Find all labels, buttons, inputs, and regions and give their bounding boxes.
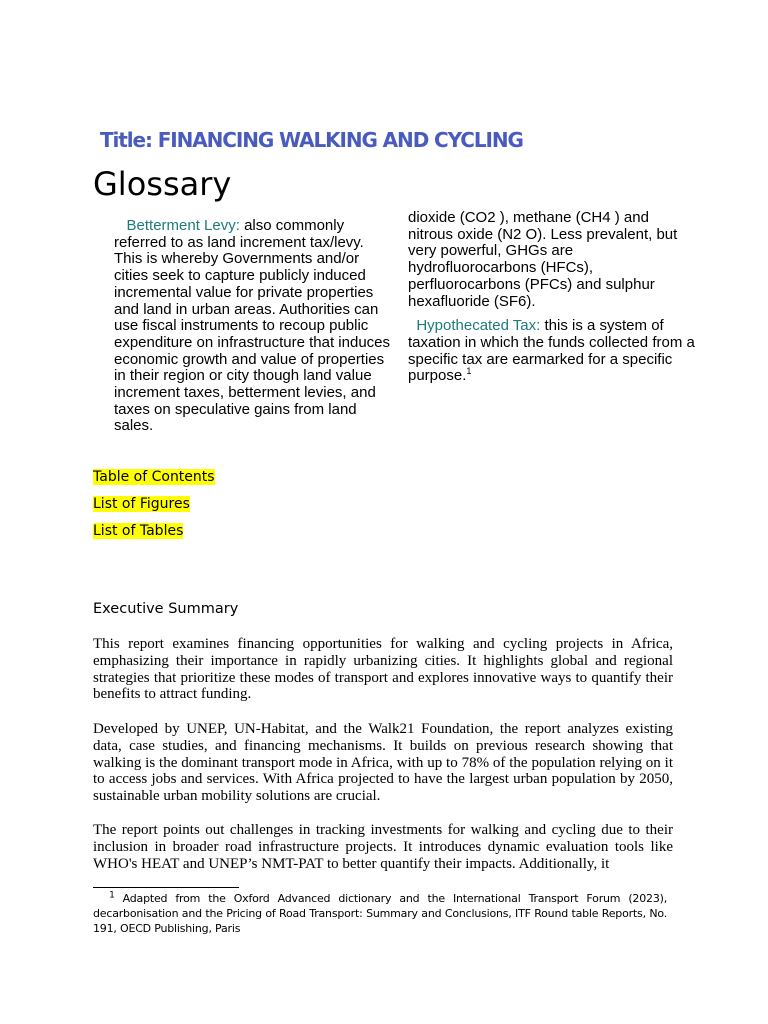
footnote-reference[interactable]: 1	[466, 366, 472, 377]
executive-summary-paragraph: Developed by UNEP, UN-Habitat, and the Walk21 Foundation, the report analyzes existing data, case studies, and financing mechanisms. It builds on previous research showing that walking is the dominant transport mode in Africa, with up to 78% of the population relying on it to access jobs and services. With Africa projected to have the largest urban population by 2050, sustainable urban mobility solutions are crucial.	[93, 721, 673, 805]
glossary-definition: this is a system of taxation in which the funds collected from a specific tax are earmarked for a specific purpose.	[408, 317, 695, 385]
footnote	[93, 891, 667, 936]
table-of-contents-link[interactable]: Table of Contents	[93, 469, 215, 485]
document-title: Title: FINANCING WALKING AND CYCLING	[100, 128, 523, 152]
list-of-tables-link[interactable]: List of Tables	[93, 523, 184, 539]
glossary-term: Hypothecated Tax:	[416, 317, 541, 335]
executive-summary-paragraph: The report points out challenges in tracking investments for walking and cycling due to their inclusion in broader road infrastructure projects. It introduces dynamic evaluation tools like WHO's HEAT and UNEP’s NMT-PAT to better quantify their impacts. Additionally, it	[93, 822, 673, 872]
glossary-column-right	[408, 210, 698, 385]
glossary-entry-hypothecated-tax	[408, 318, 698, 385]
glossary-entry-betterment-levy	[114, 218, 396, 435]
executive-summary-heading: Executive Summary	[93, 601, 239, 617]
footnote-number: 1	[109, 890, 115, 901]
list-of-figures-link[interactable]: List of Figures	[93, 496, 190, 512]
footnote-separator	[93, 887, 239, 888]
footnote-text: Adapted from the Oxford Advanced dictionary and the International Transport Forum (2023), decarbonisation and the Pricing of Road Transport: Summary and Conclusions, ITF Round table Reports, No. 191, OECD Publishing, Paris	[93, 892, 668, 935]
executive-summary-paragraph: This report examines financing opportunities for walking and cycling projects in Africa, emphasizing their importance in rapidly urbanizing cities. It highlights global and regional strategies that prioritize these modes of transport and explores innovative ways to quantify their benefits to attract funding.	[93, 636, 673, 703]
glossary-term: Betterment Levy:	[126, 217, 240, 234]
glossary-heading: Glossary	[93, 165, 232, 203]
glossary-ghg-continuation: dioxide (CO2 ), methane (CH4 ) and nitrous oxide (N2 O). Less prevalent, but very powerful, GHGs are hydrofluorocarbons (HFCs), perfluorocarbons (PFCs) and sulphur hexafluoride (SF6).	[408, 209, 678, 310]
glossary-column-left	[114, 218, 396, 435]
glossary-definition: also commonly referred to as land increment tax/levy. This is whereby Governments and/or cities seek to capture publicly induced incremental value for private properties and land in urban areas. Authorities can use fiscal instruments to recoup public expenditure on infrastructure that induces economic growth and value of properties in their region or city though land value increment taxes, betterment levies, and taxes on speculative gains from land sales.	[114, 217, 390, 435]
